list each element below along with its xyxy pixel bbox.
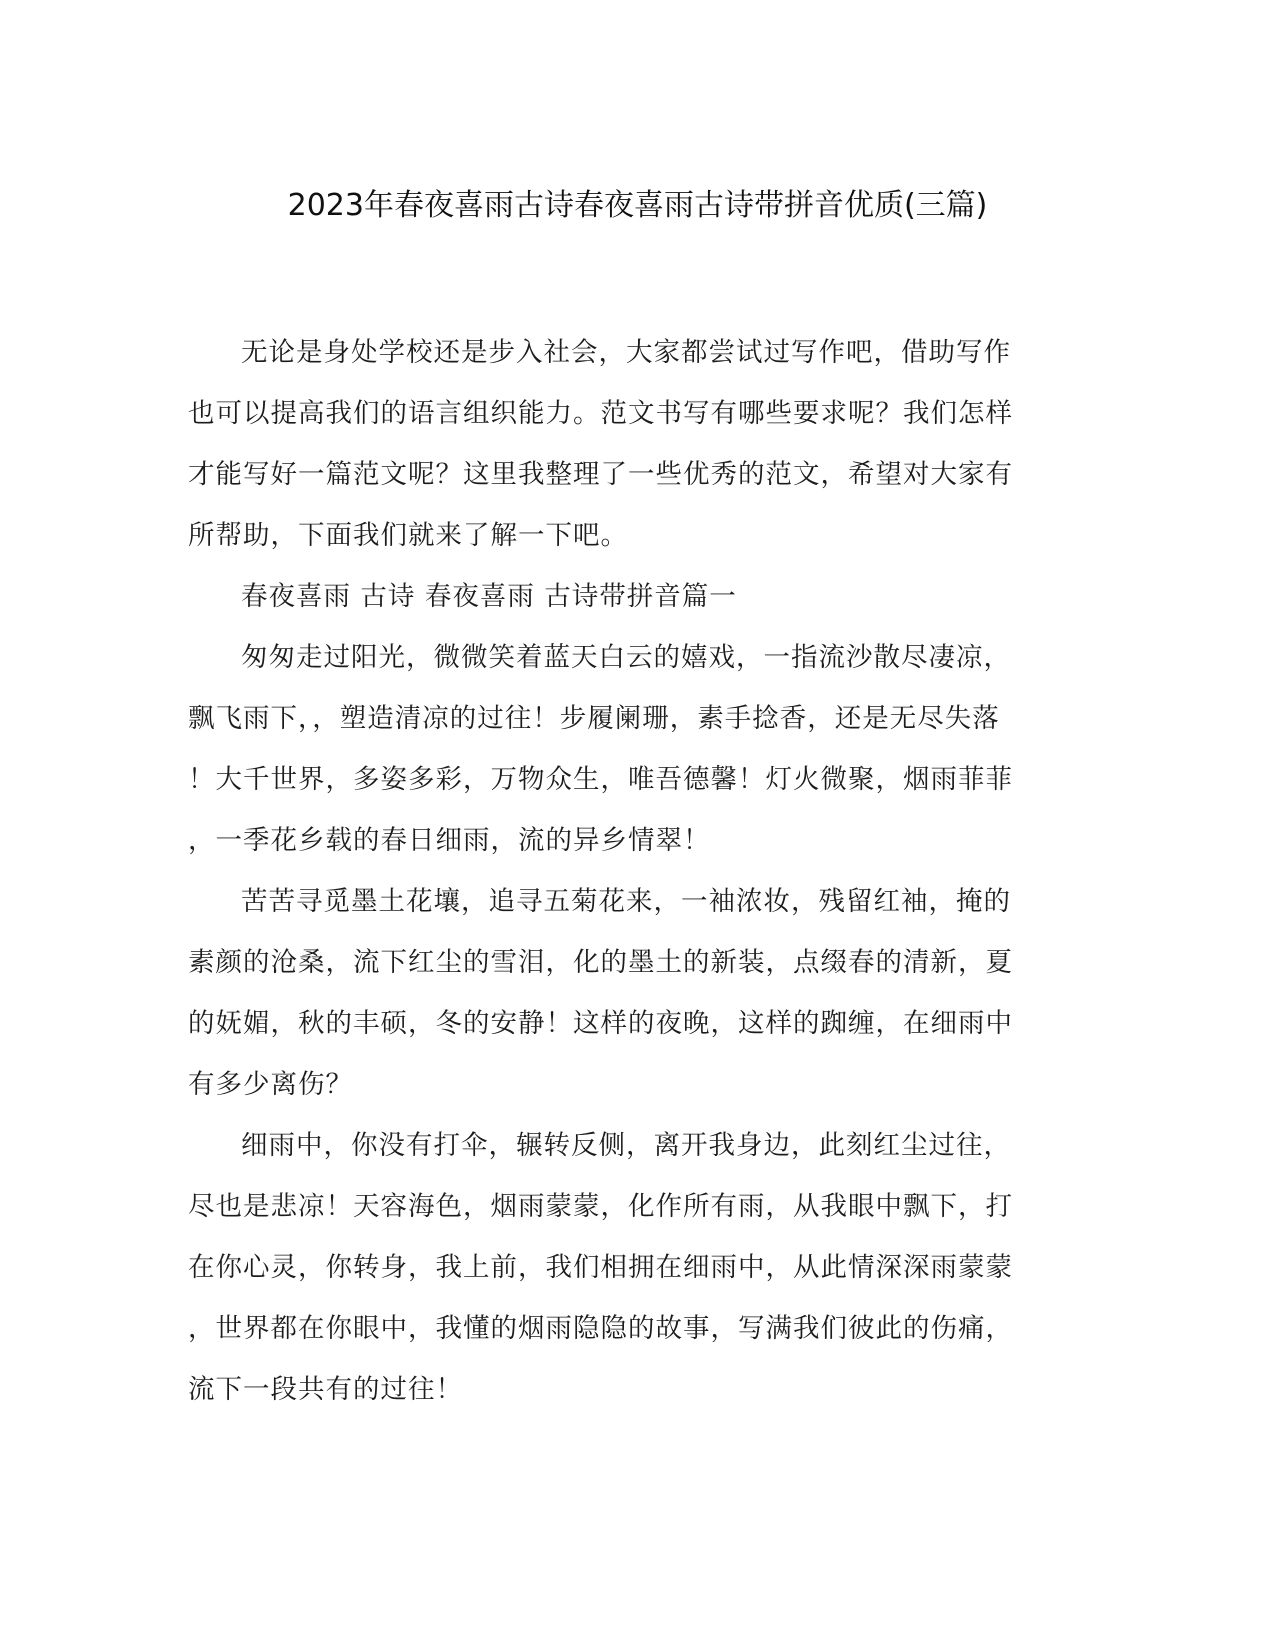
- text-line: 在你心灵，你转身，我上前，我们相拥在细雨中，从此情深深雨蒙蒙: [188, 1252, 1013, 1283]
- text-line: 流下一段共有的过往！: [188, 1374, 463, 1405]
- body-paragraph: [188, 871, 1078, 1115]
- section-heading: [188, 566, 1078, 627]
- text-line: ，世界都在你眼中，我懂的烟雨隐隐的故事，写满我们彼此的伤痛，: [188, 1313, 1013, 1344]
- text-line: 才能写好一篇范文呢？这里我整理了一些优秀的范文，希望对大家有: [188, 459, 1013, 490]
- text-line: ！大千世界，多姿多彩，万物众生，唯吾德馨！灯火微聚，烟雨菲菲: [188, 764, 1013, 795]
- intro-paragraph: [188, 322, 1078, 566]
- text-line: ，一季花乡载的春日细雨，流的异乡情翠！: [188, 825, 711, 856]
- text-line: 无论是身处学校还是步入社会，大家都尝试过写作吧，借助写作: [241, 337, 1011, 368]
- text-line: 匆匆走过阳光，微微笑着蓝天白云的嬉戏，一指流沙散尽凄凉，: [241, 642, 1011, 673]
- text-line: 所帮助，下面我们就来了解一下吧。: [188, 520, 628, 551]
- text-line: 也可以提高我们的语言组织能力。范文书写有哪些要求呢？我们怎样: [188, 398, 1013, 429]
- text-line: 春夜喜雨 古诗 春夜喜雨 古诗带拼音篇一: [241, 581, 737, 612]
- text-line: 的妩媚，秋的丰硕，冬的安静！这样的夜晚，这样的踟缠，在细雨中: [188, 1008, 1013, 1039]
- text-line: 尽也是悲凉！天容海色，烟雨蒙蒙，化作所有雨，从我眼中飘下，打: [188, 1191, 1013, 1222]
- text-line: 素颜的沧桑，流下红尘的雪泪，化的墨土的新装，点缀春的清新，夏: [188, 947, 1013, 978]
- document-title: 2023年春夜喜雨古诗春夜喜雨古诗带拼音优质(三篇): [287, 188, 988, 223]
- body-paragraph: [188, 1115, 1078, 1420]
- text-line: 细雨中，你没有打伞，辗转反侧，离开我身边，此刻红尘过往，: [241, 1130, 1011, 1161]
- body-paragraph: [188, 627, 1078, 871]
- document-body: [188, 322, 1078, 1420]
- text-line: 飘飞雨下，，塑造清凉的过往！步履阑珊，素手捻香，还是无尽失落: [188, 703, 1000, 734]
- text-line: 有多少离伤？: [188, 1069, 353, 1100]
- text-line: 苦苦寻觅墨土花壤，追寻五菊花来，一袖浓妆，残留红袖，掩的: [241, 886, 1011, 917]
